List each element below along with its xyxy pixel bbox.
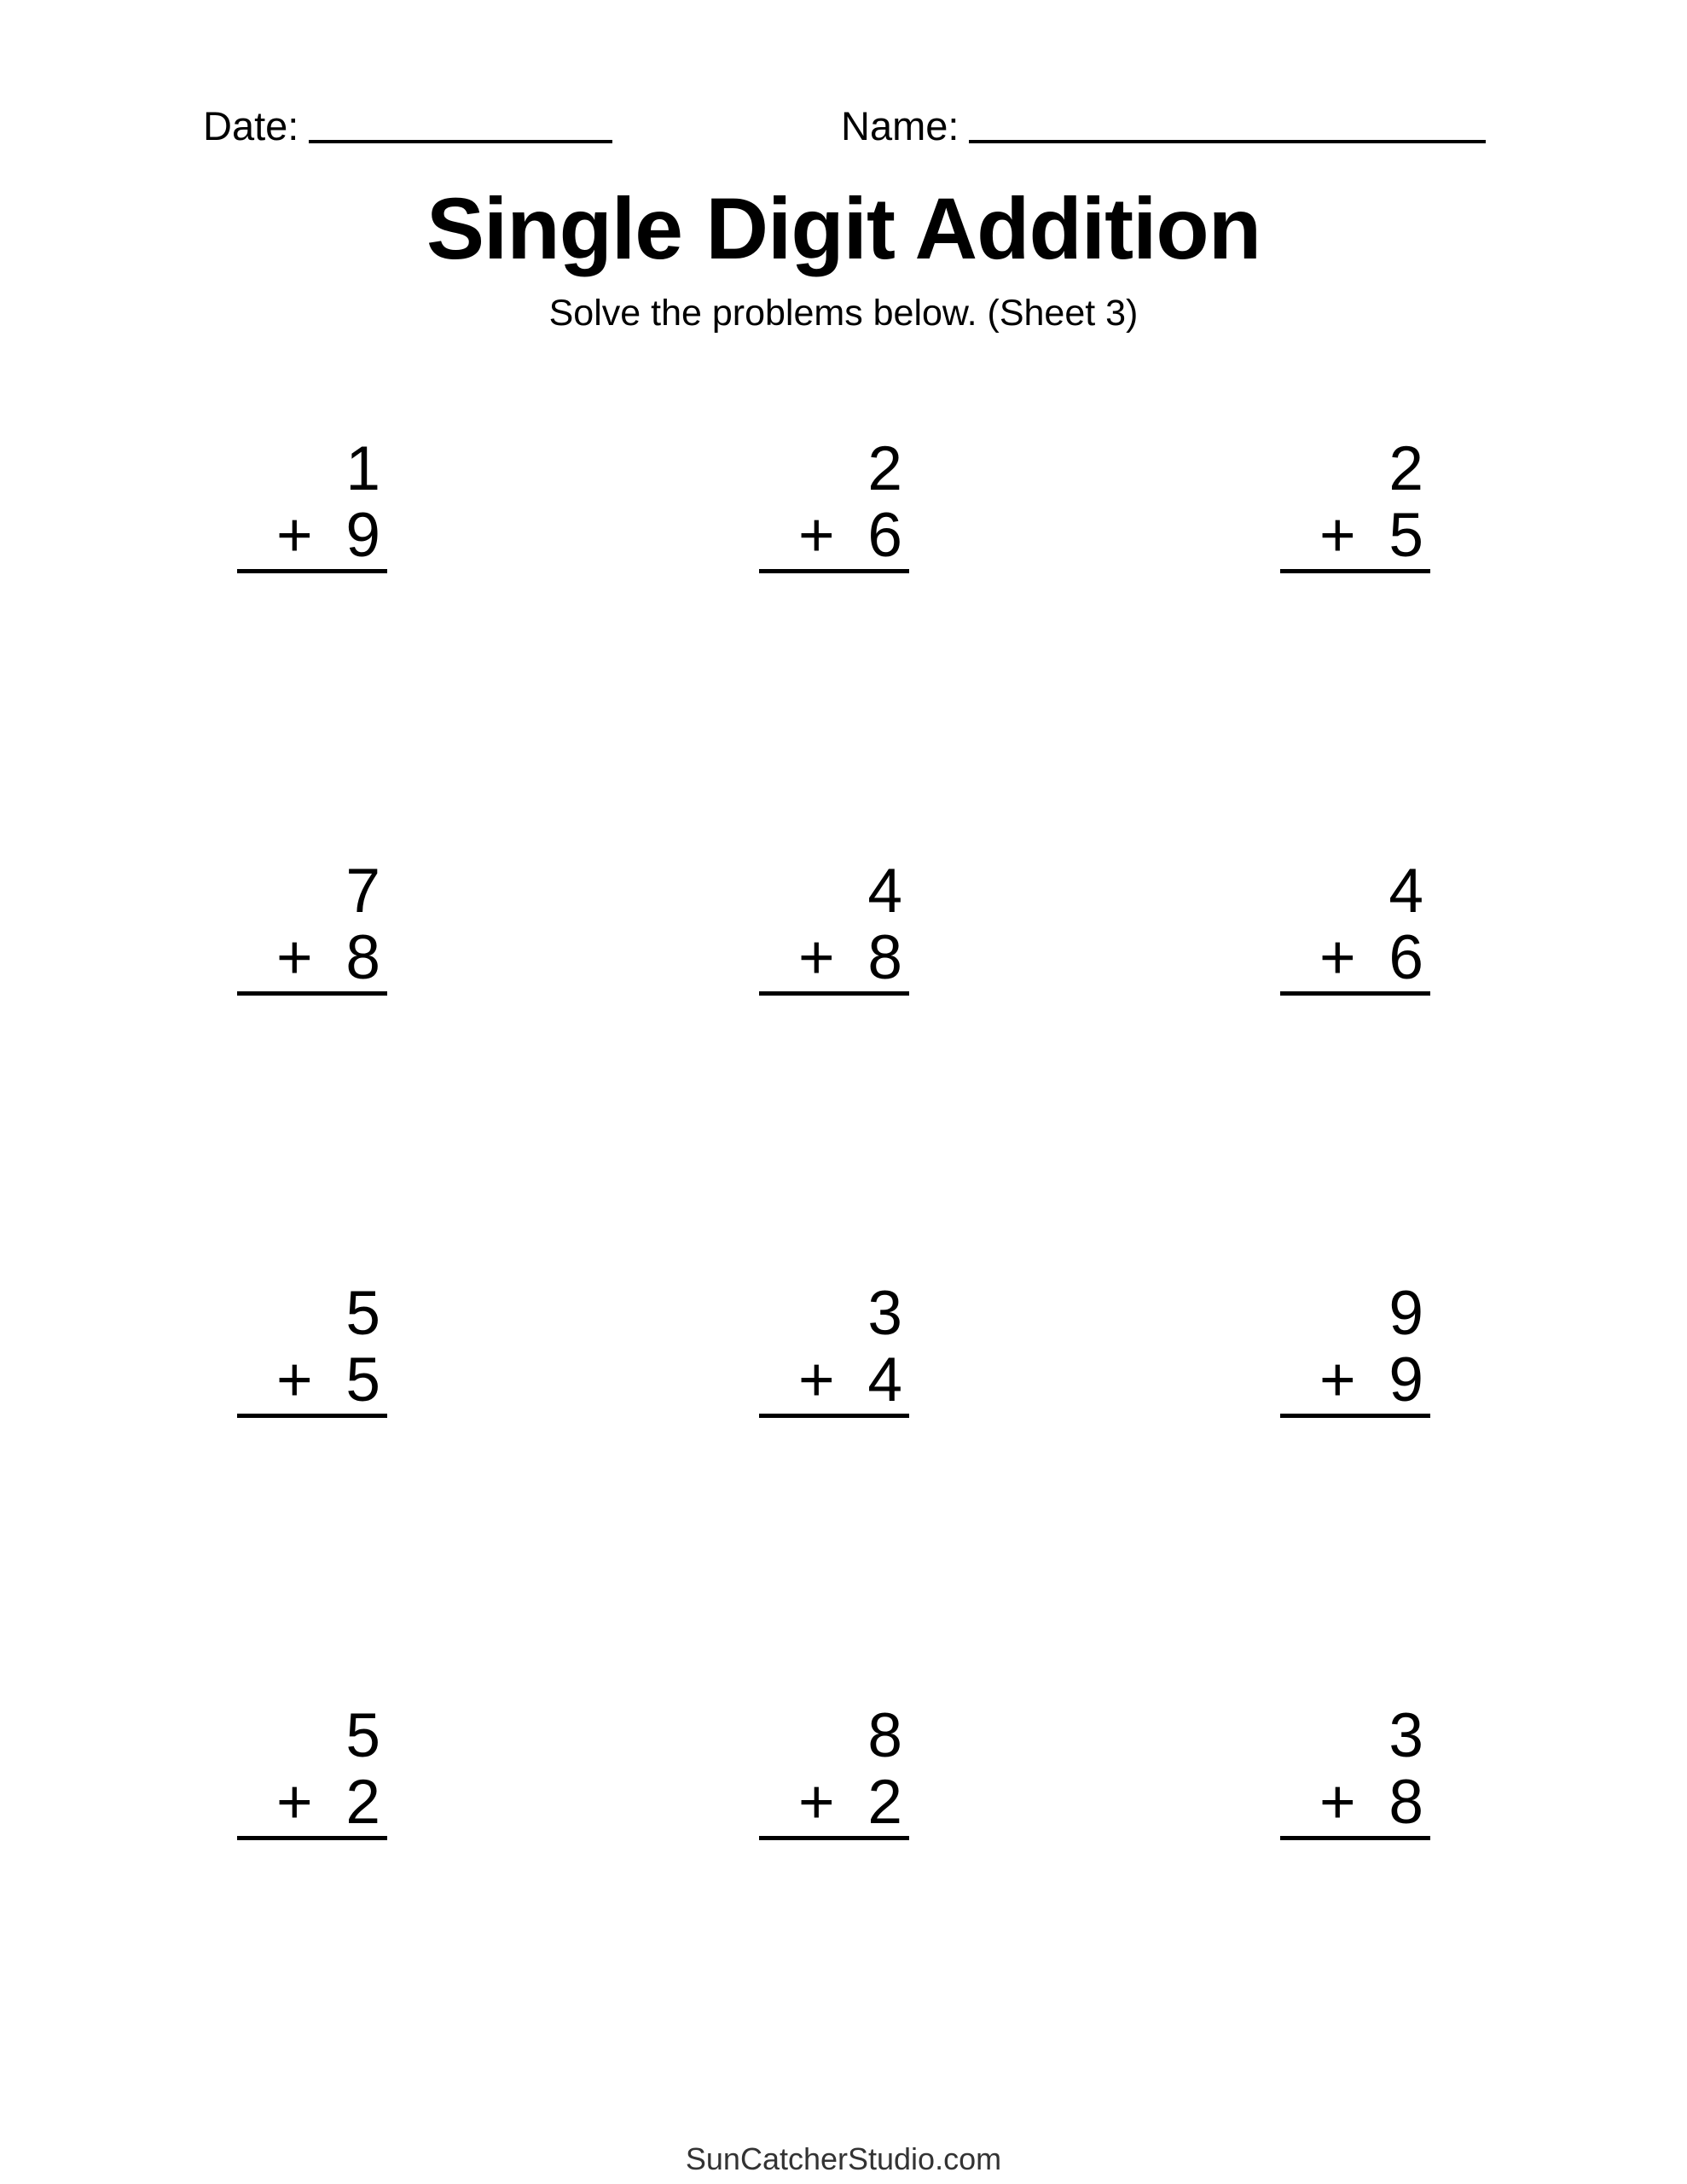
addition-problem-6	[1280, 858, 1430, 996]
top-addend: 5	[345, 1279, 380, 1348]
addition-problem-12	[1280, 1703, 1430, 1840]
plus-operator: +	[798, 1345, 835, 1414]
plus-operator: +	[798, 1768, 835, 1837]
bottom-addend: 4	[867, 1345, 902, 1414]
top-addend: 2	[867, 434, 902, 503]
addition-problem-1	[237, 436, 387, 573]
bottom-addend: 8	[345, 923, 380, 992]
plus-operator: +	[1319, 501, 1356, 570]
bottom-addend: 6	[1388, 923, 1423, 992]
bottom-addend: 5	[1388, 501, 1423, 570]
date-blank-line	[309, 140, 612, 143]
name-blank-line	[969, 140, 1486, 143]
top-addend: 4	[867, 857, 902, 926]
addition-problem-11	[759, 1703, 909, 1840]
bottom-addend: 2	[867, 1768, 902, 1837]
addition-problem-3	[1280, 436, 1430, 573]
addition-problem-10	[237, 1703, 387, 1840]
top-addend: 3	[1388, 1701, 1423, 1770]
bottom-addend: 5	[345, 1345, 380, 1414]
plus-operator: +	[798, 501, 835, 570]
top-addend: 4	[1388, 857, 1423, 926]
addition-problem-2	[759, 436, 909, 573]
bottom-addend: 6	[867, 501, 902, 570]
bottom-addend: 8	[867, 923, 902, 992]
plus-operator: +	[1319, 1345, 1356, 1414]
plus-operator: +	[276, 923, 313, 992]
plus-operator: +	[276, 501, 313, 570]
date-label: Date:	[203, 103, 299, 148]
top-addend: 2	[1388, 434, 1423, 503]
plus-operator: +	[1319, 1768, 1356, 1837]
top-addend: 3	[867, 1279, 902, 1348]
name-label: Name:	[841, 103, 959, 148]
addition-problem-9	[1280, 1281, 1430, 1418]
top-addend: 1	[345, 434, 380, 503]
addition-problem-5	[759, 858, 909, 996]
plus-operator: +	[276, 1345, 313, 1414]
plus-operator: +	[1319, 923, 1356, 992]
website-credit: SunCatcherStudio.com	[685, 2141, 1002, 2176]
bottom-addend: 8	[1388, 1768, 1423, 1837]
page-subtitle: Solve the problems below. (Sheet 3)	[548, 293, 1139, 334]
addition-problem-8	[759, 1281, 909, 1418]
bottom-addend: 2	[345, 1768, 380, 1837]
top-addend: 8	[867, 1701, 902, 1770]
plus-operator: +	[798, 923, 835, 992]
addition-problem-4	[237, 858, 387, 996]
top-addend: 9	[1388, 1279, 1423, 1348]
bottom-addend: 9	[345, 501, 380, 570]
top-addend: 5	[345, 1701, 380, 1770]
addition-problem-7	[237, 1281, 387, 1418]
top-addend: 7	[345, 857, 380, 926]
plus-operator: +	[276, 1768, 313, 1837]
page-title: Single Digit Addition	[426, 180, 1261, 277]
bottom-addend: 9	[1388, 1345, 1423, 1414]
